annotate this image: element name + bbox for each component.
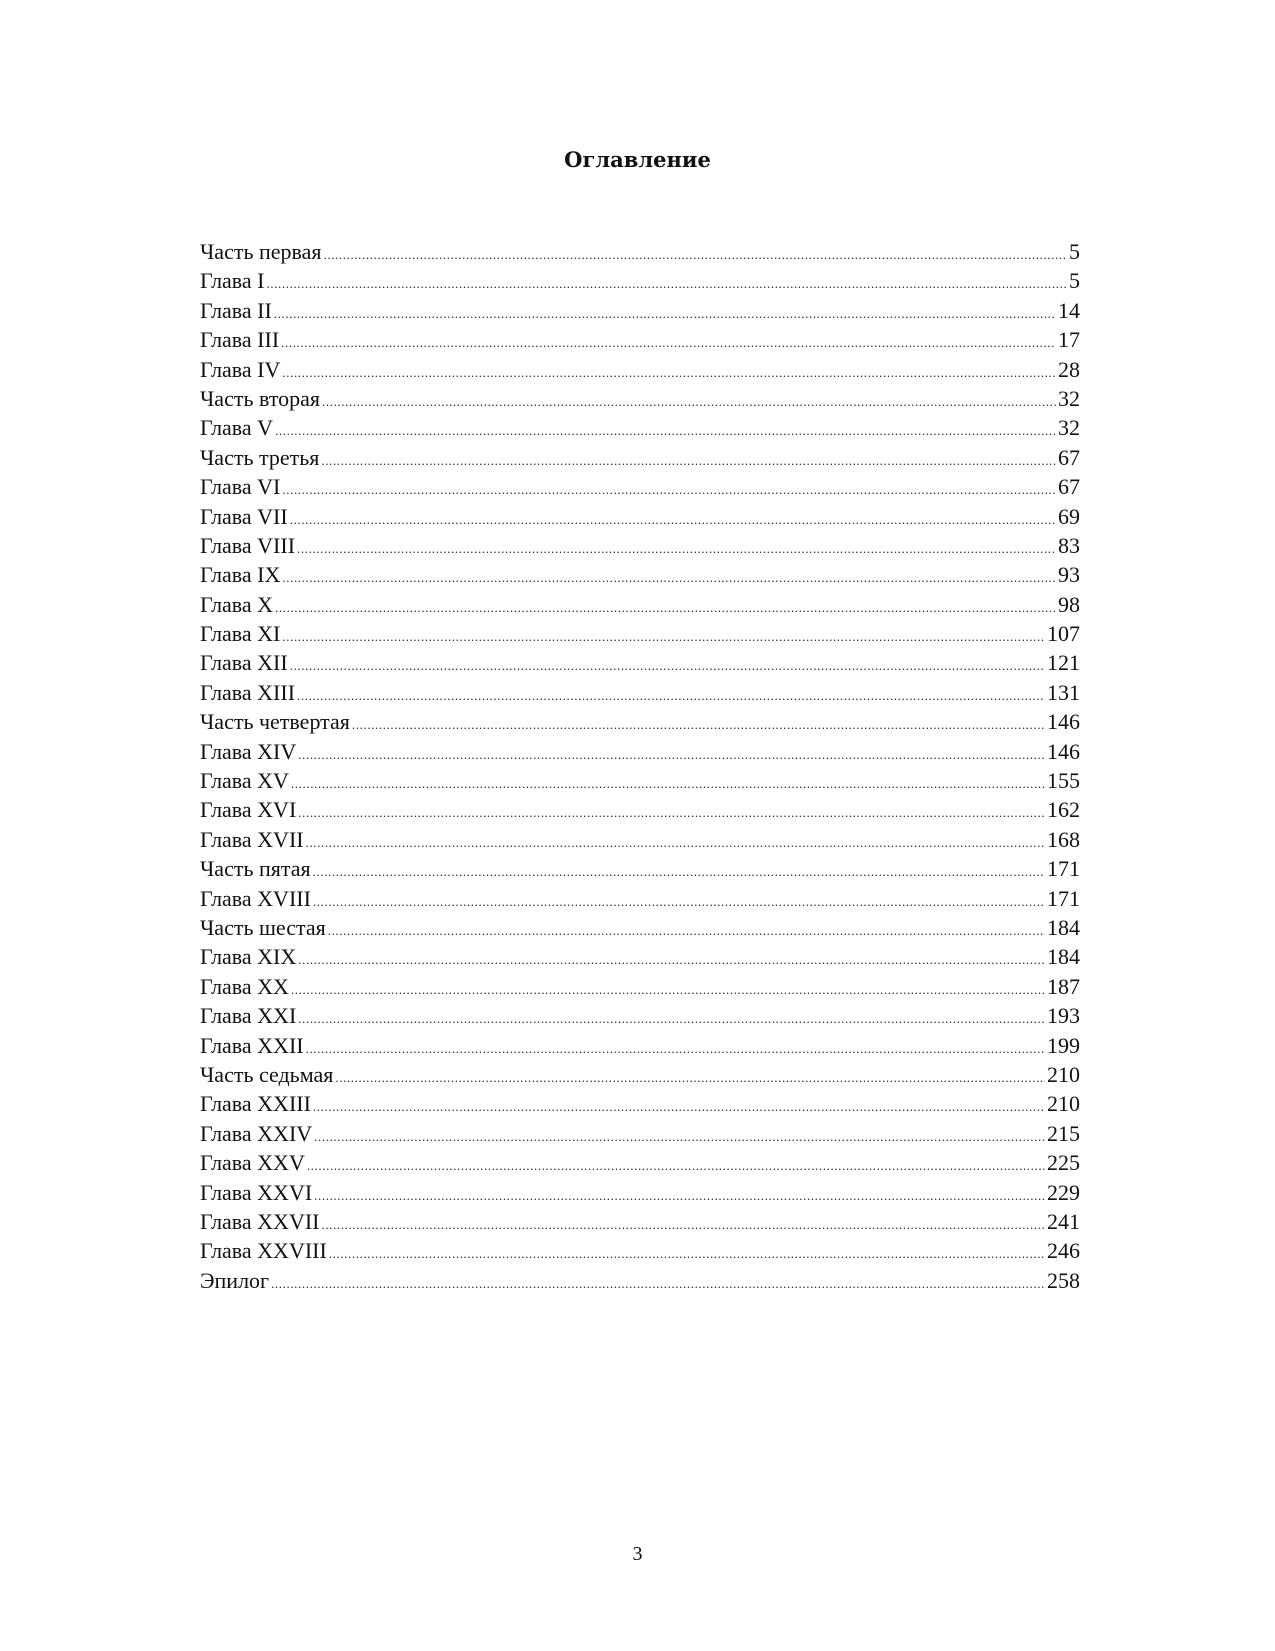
toc-entry[interactable] xyxy=(200,766,1080,795)
toc-entry-title: Часть третья xyxy=(200,444,320,470)
toc-dot-leader xyxy=(297,534,1056,560)
toc-entry-page: 69 xyxy=(1058,503,1080,529)
toc-entry[interactable] xyxy=(200,266,1080,295)
toc-entry[interactable] xyxy=(200,1207,1080,1236)
toc-entry[interactable] xyxy=(200,825,1080,854)
toc-entry-title: Часть первая xyxy=(200,239,322,264)
table-of-contents xyxy=(200,237,1080,1295)
toc-dot-leader xyxy=(352,710,1045,736)
toc-entry-page: 215 xyxy=(1047,1120,1080,1146)
toc-dot-leader xyxy=(271,1269,1045,1295)
toc-entry[interactable] xyxy=(200,1148,1080,1177)
toc-dot-leader xyxy=(267,269,1068,295)
toc-entry[interactable] xyxy=(200,443,1080,472)
toc-entry-page: 14 xyxy=(1058,297,1080,323)
toc-entry-title: Глава VII xyxy=(200,503,288,529)
toc-entry-title: Глава XIV xyxy=(200,738,297,764)
toc-dot-leader xyxy=(298,798,1045,824)
toc-entry[interactable] xyxy=(200,1001,1080,1030)
toc-dot-leader xyxy=(321,446,1056,472)
toc-dot-leader xyxy=(306,828,1045,854)
toc-dot-leader xyxy=(282,622,1045,648)
toc-entry-page: 32 xyxy=(1058,415,1080,441)
toc-entry-page: 5 xyxy=(1069,239,1080,264)
toc-entry-title: Часть шестая xyxy=(200,914,326,940)
toc-dot-leader xyxy=(322,387,1056,413)
toc-entry-page: 199 xyxy=(1047,1032,1080,1058)
toc-entry-page: 107 xyxy=(1047,621,1080,647)
toc-entry[interactable] xyxy=(200,619,1080,648)
toc-entry-page: 258 xyxy=(1047,1267,1080,1293)
toc-entry-title: Глава IV xyxy=(200,356,281,382)
toc-entry[interactable] xyxy=(200,1119,1080,1148)
toc-dot-leader xyxy=(281,328,1056,354)
toc-entry[interactable] xyxy=(200,795,1080,824)
toc-dot-leader xyxy=(275,416,1056,442)
toc-entry-page: 121 xyxy=(1047,650,1080,676)
toc-entry[interactable] xyxy=(200,355,1080,384)
toc-entry-page: 210 xyxy=(1047,1061,1080,1087)
toc-entry[interactable] xyxy=(200,531,1080,560)
toc-dot-leader xyxy=(322,1210,1046,1236)
toc-entry[interactable] xyxy=(200,296,1080,325)
toc-entry-title: Глава XXVII xyxy=(200,1208,320,1234)
toc-dot-leader xyxy=(328,916,1045,942)
toc-entry-page: 184 xyxy=(1047,944,1080,970)
toc-entry-title: Глава XI xyxy=(200,621,281,647)
toc-entry-title: Часть седьмая xyxy=(200,1061,334,1087)
toc-entry-page: 184 xyxy=(1047,914,1080,940)
toc-entry-title: Глава XV xyxy=(200,768,289,794)
toc-entry[interactable] xyxy=(200,737,1080,766)
toc-entry[interactable] xyxy=(200,1236,1080,1265)
toc-entry-page: 146 xyxy=(1047,709,1080,735)
toc-dot-leader xyxy=(298,740,1045,766)
toc-entry-title: Глава XXII xyxy=(200,1032,304,1058)
toc-entry-title: Глава II xyxy=(200,297,272,323)
toc-dot-leader xyxy=(298,945,1045,971)
toc-entry[interactable] xyxy=(200,1060,1080,1089)
toc-entry-page: 67 xyxy=(1058,474,1080,500)
toc-entry-title: Глава XXV xyxy=(200,1150,305,1176)
toc-dot-leader xyxy=(324,240,1068,266)
toc-entry[interactable] xyxy=(200,237,1080,266)
toc-dot-leader xyxy=(291,769,1045,795)
toc-entry-page: 28 xyxy=(1058,356,1080,382)
toc-entry[interactable] xyxy=(200,384,1080,413)
toc-entry-title: Глава VI xyxy=(200,474,281,500)
toc-entry-page: 246 xyxy=(1047,1238,1080,1264)
toc-entry-page: 5 xyxy=(1069,268,1080,294)
toc-entry-page: 146 xyxy=(1047,738,1080,764)
toc-dot-leader xyxy=(297,681,1045,707)
toc-entry[interactable] xyxy=(200,913,1080,942)
toc-entry[interactable] xyxy=(200,648,1080,677)
toc-entry-title: Глава XXIV xyxy=(200,1120,313,1146)
toc-entry[interactable] xyxy=(200,854,1080,883)
toc-entry[interactable] xyxy=(200,325,1080,354)
toc-entry[interactable] xyxy=(200,560,1080,589)
toc-dot-leader xyxy=(275,593,1056,619)
toc-entry-page: 98 xyxy=(1058,591,1080,617)
toc-entry-title: Глава XIII xyxy=(200,679,296,705)
toc-entry-page: 171 xyxy=(1047,885,1080,911)
toc-dot-leader xyxy=(314,1181,1045,1207)
toc-entry[interactable] xyxy=(200,1089,1080,1118)
toc-entry-page: 83 xyxy=(1058,532,1080,558)
toc-entry-page: 210 xyxy=(1047,1091,1080,1117)
toc-entry-page: 241 xyxy=(1047,1208,1080,1234)
toc-dot-leader xyxy=(282,475,1056,501)
toc-dot-leader xyxy=(307,1151,1045,1177)
toc-entry-page: 229 xyxy=(1047,1179,1080,1205)
toc-entry-title: Глава XVII xyxy=(200,826,304,852)
toc-entry-page: 162 xyxy=(1047,797,1080,823)
toc-entry-page: 225 xyxy=(1047,1150,1080,1176)
toc-entry[interactable] xyxy=(200,413,1080,442)
toc-entry-title: Часть четвертая xyxy=(200,709,350,735)
toc-dot-leader xyxy=(298,1004,1045,1030)
toc-dot-leader xyxy=(274,299,1056,325)
toc-entry-title: Эпилог xyxy=(200,1267,270,1293)
toc-entry-page: 67 xyxy=(1058,444,1080,470)
toc-entry-title: Глава XXVI xyxy=(200,1179,313,1205)
toc-entry-title: Глава XIX xyxy=(200,944,297,970)
toc-entry-page: 171 xyxy=(1047,856,1080,882)
toc-entry-title: Глава V xyxy=(200,415,274,441)
toc-dot-leader xyxy=(306,1034,1045,1060)
toc-dot-leader xyxy=(313,1092,1045,1118)
toc-entry-title: Глава XII xyxy=(200,650,288,676)
toc-entry[interactable] xyxy=(200,502,1080,531)
toc-entry[interactable] xyxy=(200,472,1080,501)
toc-entry-title: Глава XXIII xyxy=(200,1091,311,1117)
toc-dot-leader xyxy=(282,358,1056,384)
page-title: Оглавление xyxy=(564,147,711,172)
toc-entry-page: 193 xyxy=(1047,1003,1080,1029)
toc-entry-title: Глава III xyxy=(200,327,280,353)
toc-entry[interactable] xyxy=(200,972,1080,1001)
toc-entry-page: 17 xyxy=(1058,327,1080,353)
toc-entry-title: Глава XVIII xyxy=(200,885,311,911)
toc-dot-leader xyxy=(314,1122,1045,1148)
toc-entry[interactable] xyxy=(200,1178,1080,1207)
toc-entry-page: 155 xyxy=(1047,768,1080,794)
toc-entry-title: Часть пятая xyxy=(200,856,311,882)
toc-entry-page: 93 xyxy=(1058,562,1080,588)
toc-entry-page: 168 xyxy=(1047,826,1080,852)
toc-dot-leader xyxy=(313,887,1045,913)
toc-dot-leader xyxy=(313,857,1045,883)
toc-entry-title: Глава XXI xyxy=(200,1003,297,1029)
toc-entry[interactable] xyxy=(200,884,1080,913)
toc-entry-page: 32 xyxy=(1058,385,1080,411)
toc-entry[interactable] xyxy=(200,942,1080,971)
toc-entry-title: Глава I xyxy=(200,268,265,294)
toc-dot-leader xyxy=(329,1239,1045,1265)
toc-entry[interactable] xyxy=(200,678,1080,707)
toc-entry-title: Часть вторая xyxy=(200,385,321,411)
toc-dot-leader xyxy=(291,975,1045,1001)
toc-entry[interactable] xyxy=(200,707,1080,736)
toc-entry[interactable] xyxy=(200,1031,1080,1060)
toc-dot-leader xyxy=(290,651,1045,677)
toc-dot-leader xyxy=(290,505,1056,531)
toc-entry[interactable] xyxy=(200,590,1080,619)
toc-entry-page: 131 xyxy=(1047,679,1080,705)
toc-dot-leader xyxy=(282,563,1056,589)
toc-entry-title: Глава X xyxy=(200,591,274,617)
toc-entry[interactable] xyxy=(200,1266,1080,1295)
toc-entry-title: Глава XVI xyxy=(200,797,297,823)
toc-entry-title: Глава IX xyxy=(200,562,281,588)
toc-entry-title: Глава XX xyxy=(200,973,289,999)
toc-entry-title: Глава XXVIII xyxy=(200,1238,327,1264)
toc-entry-page: 187 xyxy=(1047,973,1080,999)
toc-entry-title: Глава VIII xyxy=(200,532,296,558)
toc-dot-leader xyxy=(335,1063,1045,1089)
page-number: 3 xyxy=(632,1543,643,1565)
